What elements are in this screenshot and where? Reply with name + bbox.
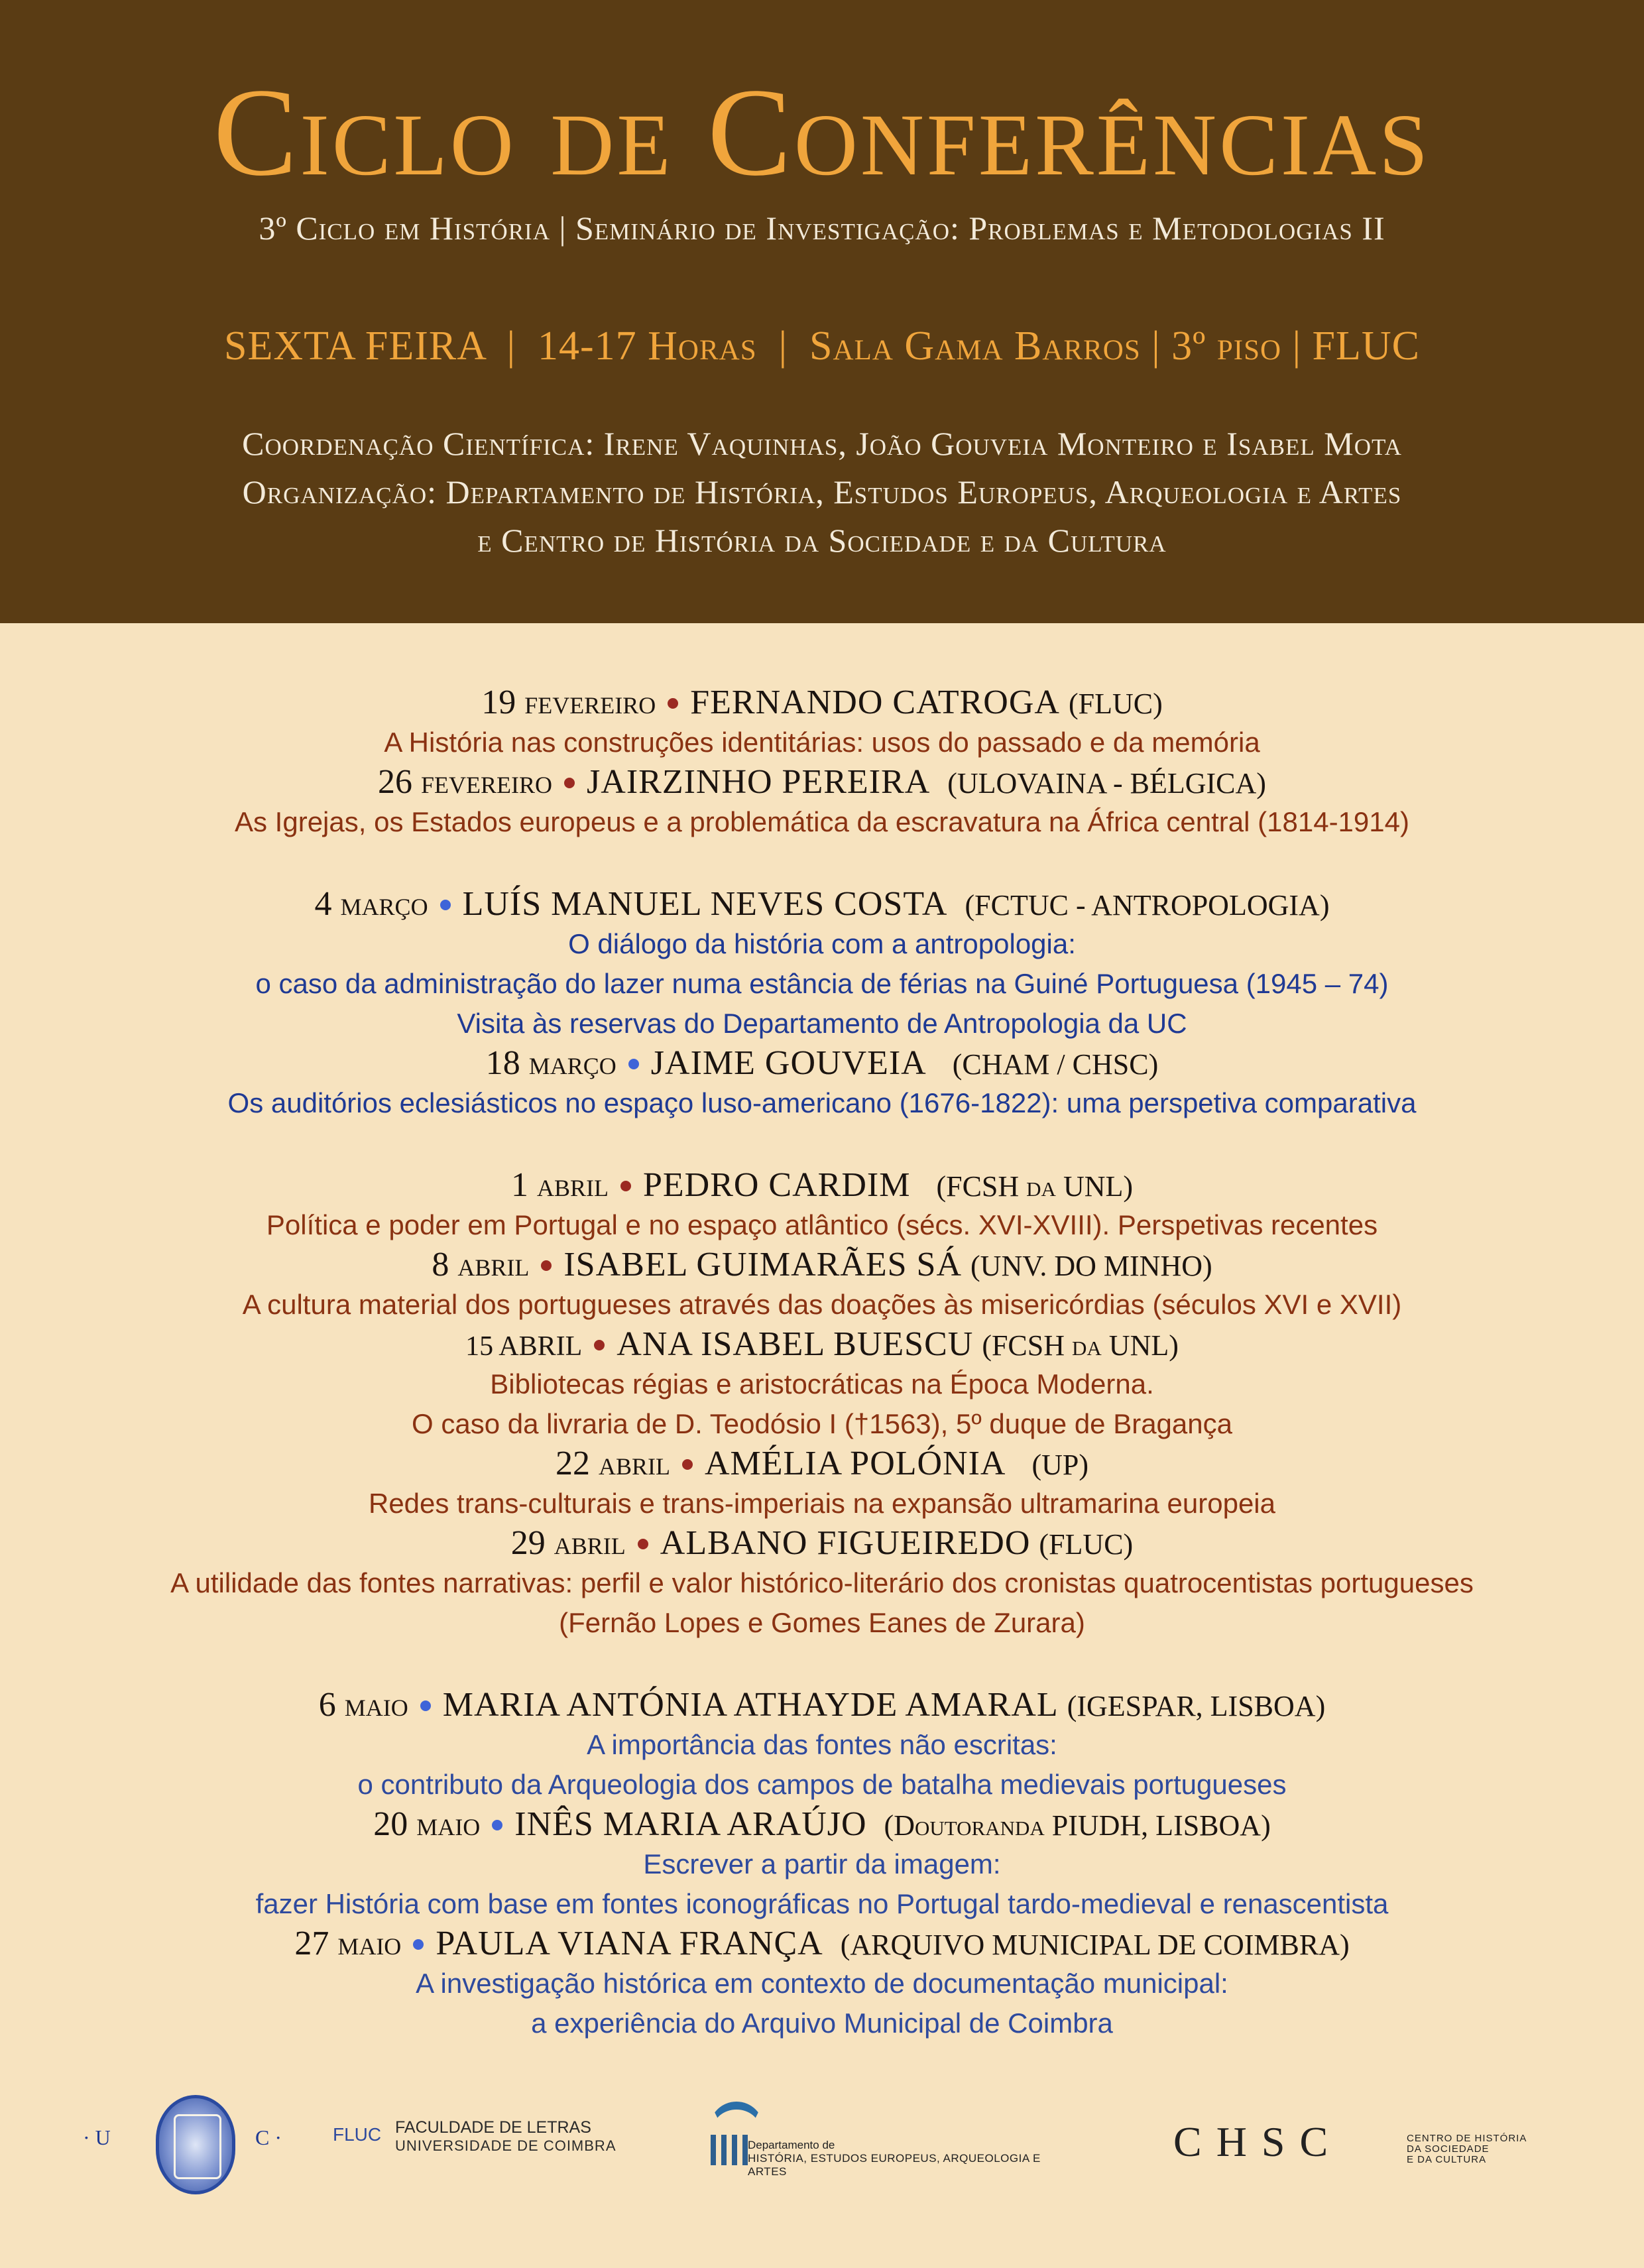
- talk-institution: (IGESPAR, LISBOA): [1067, 1690, 1326, 1722]
- bullet-dot: [594, 1340, 605, 1350]
- talk-title: Escrever a partir da imagem:: [643, 1848, 1001, 1880]
- talk-institution: (ARQUIVO MUNICIPAL DE COIMBRA): [840, 1929, 1350, 1961]
- talk-header: [0, 1165, 1644, 1205]
- talk-institution: (CHAM / CHSC): [952, 1048, 1159, 1081]
- university-seal-icon: [156, 2095, 235, 2194]
- talk-title: Os auditórios eclesiásticos no espaço luso-americano (1676-1822): uma perspetiva comparativa: [227, 1087, 1417, 1118]
- bullet-dot: [638, 1539, 648, 1549]
- talk-speaker: ANA ISABEL BUESCU: [616, 1325, 974, 1363]
- talk-title: A cultura material dos portugueses através das doações às misericórdias (séculos XVI e XVII): [242, 1289, 1402, 1320]
- talk-title: Visita às reservas do Departamento de Antropologia da UC: [457, 1008, 1187, 1039]
- bullet-dot: [620, 1181, 631, 1191]
- talk-title: (Fernão Lopes e Gomes Eanes de Zurara): [559, 1607, 1085, 1638]
- talk-institution: (UP): [1031, 1449, 1089, 1481]
- talk-title: o contributo da Arqueologia dos campos de batalha medievais portugueses: [357, 1769, 1287, 1800]
- chsc-line-1: CENTRO DE HISTÓRIA: [1407, 2133, 1527, 2144]
- bullet-dot: [682, 1459, 693, 1470]
- seal-frame: [174, 2114, 221, 2179]
- talk-speaker: MARIA ANTÓNIA ATHAYDE AMARAL: [442, 1686, 1059, 1724]
- program: [0, 683, 1644, 2086]
- talk-title: fazer História com base em fontes iconográficas no Portugal tardo-medieval e renascentista: [255, 1888, 1389, 1919]
- department-text: [748, 2139, 1075, 2178]
- talk-header: [0, 683, 1644, 723]
- uc-logo: [83, 2095, 302, 2181]
- talk-institution: (FCTUC - ANTROPOLOGIA): [965, 889, 1330, 922]
- talk: [0, 1325, 1644, 1444]
- talk-date: 18 março: [485, 1044, 616, 1082]
- fluc-label: FLUC: [333, 2124, 382, 2145]
- bullet-dot: [541, 1260, 552, 1271]
- talk-header: [0, 1924, 1644, 1964]
- footer-logos: [0, 2082, 1644, 2201]
- talk-date: 15 ABRIL: [465, 1331, 583, 1362]
- bullet-dot: [628, 1059, 639, 1069]
- talk-speaker: PAULA VIANA FRANÇA: [436, 1925, 823, 1962]
- talk-date: 8 abril: [432, 1246, 530, 1283]
- talk-institution: (FLUC): [1039, 1528, 1134, 1561]
- talk-date: 20 maio: [373, 1805, 481, 1843]
- talk-title: A importância das fontes não escritas:: [587, 1729, 1057, 1760]
- talk-speaker: ISABEL GUIMARÃES SÁ: [563, 1246, 963, 1283]
- poster-title: Ciclo de Conferências: [213, 63, 1431, 202]
- talk-speaker: ALBANO FIGUEIREDO: [660, 1524, 1031, 1562]
- talk: [0, 1444, 1644, 1523]
- faculdade-line-2: UNIVERSIDADE DE COIMBRA: [395, 2137, 616, 2154]
- chsc-line-2: DA SOCIEDADE: [1407, 2143, 1490, 2155]
- coordination-line: Coordenação Científica: Irene Vaquinhas, João Gouveia Monteiro e Isabel Mota: [242, 425, 1402, 462]
- bullet-dot: [492, 1820, 502, 1830]
- talk-header: [0, 884, 1644, 924]
- talk-title: Bibliotecas régias e aristocráticas na Época Moderna.: [490, 1368, 1154, 1400]
- talk-institution: (Doutoranda PIUDH, LISBOA): [884, 1809, 1271, 1842]
- talk-speaker: PEDRO CARDIM: [642, 1166, 911, 1204]
- month-february: [0, 683, 1644, 842]
- uc-logo-right: C ·: [255, 2125, 282, 2149]
- uc-logo-left: · U: [83, 2125, 111, 2149]
- talk-title: O caso da livraria de D. Teodósio I (†1563), 5º duque de Bragança: [412, 1408, 1232, 1439]
- month-march: [0, 884, 1644, 1123]
- talk-speaker: FERNANDO CATROGA: [690, 684, 1060, 721]
- talk-institution: (FCSH da UNL): [936, 1170, 1134, 1203]
- talk-date: 27 maio: [294, 1925, 402, 1962]
- talk-institution: (UNV. DO MINHO): [970, 1250, 1212, 1282]
- talk-date: 26 fevereiro: [378, 763, 553, 801]
- talk-speaker: LUÍS MANUEL NEVES COSTA: [462, 885, 948, 923]
- talk-speaker: JAIRZINHO PEREIRA: [587, 763, 931, 801]
- talk-institution: (FCSH da UNL): [982, 1329, 1179, 1362]
- bullet-dot: [413, 1939, 424, 1950]
- talk-date: 29 abril: [510, 1524, 626, 1562]
- organization-line-1: Organização: Departamento de História, Estudos Europeus, Arqueologia e Artes: [242, 473, 1402, 510]
- poster-subtitle: 3º Ciclo em História | Seminário de Investigação: Problemas e Metodologias II: [259, 209, 1385, 247]
- talk-header: [0, 1685, 1644, 1725]
- talk: [0, 1805, 1644, 1924]
- talk-speaker: JAIME GOUVEIA: [650, 1044, 927, 1082]
- faculdade-logo: [395, 2118, 616, 2155]
- talk-title: o caso da administração do lazer numa estância de férias na Guiné Portuguesa (1945 – 74): [255, 968, 1389, 999]
- talk-date: 6 maio: [318, 1686, 408, 1724]
- talk-title: A História nas construções identitárias: usos do passado e da memória: [384, 727, 1260, 758]
- talk-header: [0, 1444, 1644, 1484]
- talk-date: 4 março: [314, 885, 428, 923]
- talk: [0, 1165, 1644, 1245]
- talk: [0, 683, 1644, 762]
- chsc-logo: CHSC: [1173, 2118, 1343, 2165]
- bullet-dot: [440, 900, 451, 910]
- talk: [0, 884, 1644, 1044]
- bullet-dot: [668, 698, 678, 709]
- talk-header: [0, 1805, 1644, 1844]
- talk: [0, 762, 1644, 842]
- department-logo: [704, 2102, 1075, 2181]
- bullet-dot: [564, 778, 575, 788]
- talk-institution: (ULOVAINA - BÉLGICA): [947, 767, 1266, 800]
- month-may: [0, 1685, 1644, 2043]
- talk-header: [0, 1325, 1644, 1364]
- chsc-text: [1407, 2133, 1527, 2165]
- department-line-1: Departamento de: [748, 2139, 835, 2151]
- talk-title: Redes trans-culturais e trans-imperiais na expansão ultramarina europeia: [368, 1488, 1275, 1519]
- schedule-line: SEXTA FEIRA | 14-17 Horas | Sala Gama Barros | 3º piso | FLUC: [224, 324, 1420, 369]
- talk-title: O diálogo da história com a antropologia:: [568, 928, 1076, 959]
- talk-date: 19 fevereiro: [481, 684, 656, 721]
- talk: [0, 1523, 1644, 1643]
- bullet-dot: [420, 1701, 431, 1711]
- credits: [0, 420, 1644, 565]
- talk-header: [0, 1245, 1644, 1285]
- header-band: [0, 0, 1644, 623]
- talk-header: [0, 762, 1644, 802]
- department-line-2: HISTÓRIA, ESTUDOS EUROPEUS, ARQUEOLOGIA E ARTES: [748, 2152, 1041, 2178]
- talk: [0, 1685, 1644, 1805]
- talk-title: a experiência do Arquivo Municipal de Coimbra: [531, 2007, 1113, 2039]
- talk-title: Política e poder em Portugal e no espaço atlântico (sécs. XVI-XVIII). Perspetivas recentes: [266, 1209, 1378, 1240]
- talk-speaker: INÊS MARIA ARAÚJO: [514, 1805, 867, 1843]
- organization-line-2: e Centro de História da Sociedade e da Cultura: [477, 522, 1167, 559]
- talk-header: [0, 1523, 1644, 1563]
- faculdade-line-1: FACULDADE DE LETRAS: [395, 2118, 591, 2137]
- talk: [0, 1245, 1644, 1325]
- talk: [0, 1924, 1644, 2043]
- talk-title: A utilidade das fontes narrativas: perfil e valor histórico-literário dos cronistas quatrocentistas portugueses: [170, 1567, 1474, 1598]
- month-april: [0, 1165, 1644, 1643]
- talk-speaker: AMÉLIA POLÓNIA: [704, 1445, 1006, 1482]
- talk-date: 22 abril: [555, 1445, 670, 1482]
- talk-date: 1 abril: [510, 1166, 609, 1204]
- talk-institution: (FLUC): [1068, 687, 1163, 720]
- talk-header: [0, 1044, 1644, 1083]
- talk: [0, 1044, 1644, 1123]
- talk-title: A investigação histórica em contexto de documentação municipal:: [416, 1968, 1228, 1999]
- chsc-line-3: E DA CULTURA: [1407, 2154, 1487, 2165]
- talk-title: As Igrejas, os Estados europeus e a problemática da escravatura na África central (1814-1914): [235, 806, 1409, 837]
